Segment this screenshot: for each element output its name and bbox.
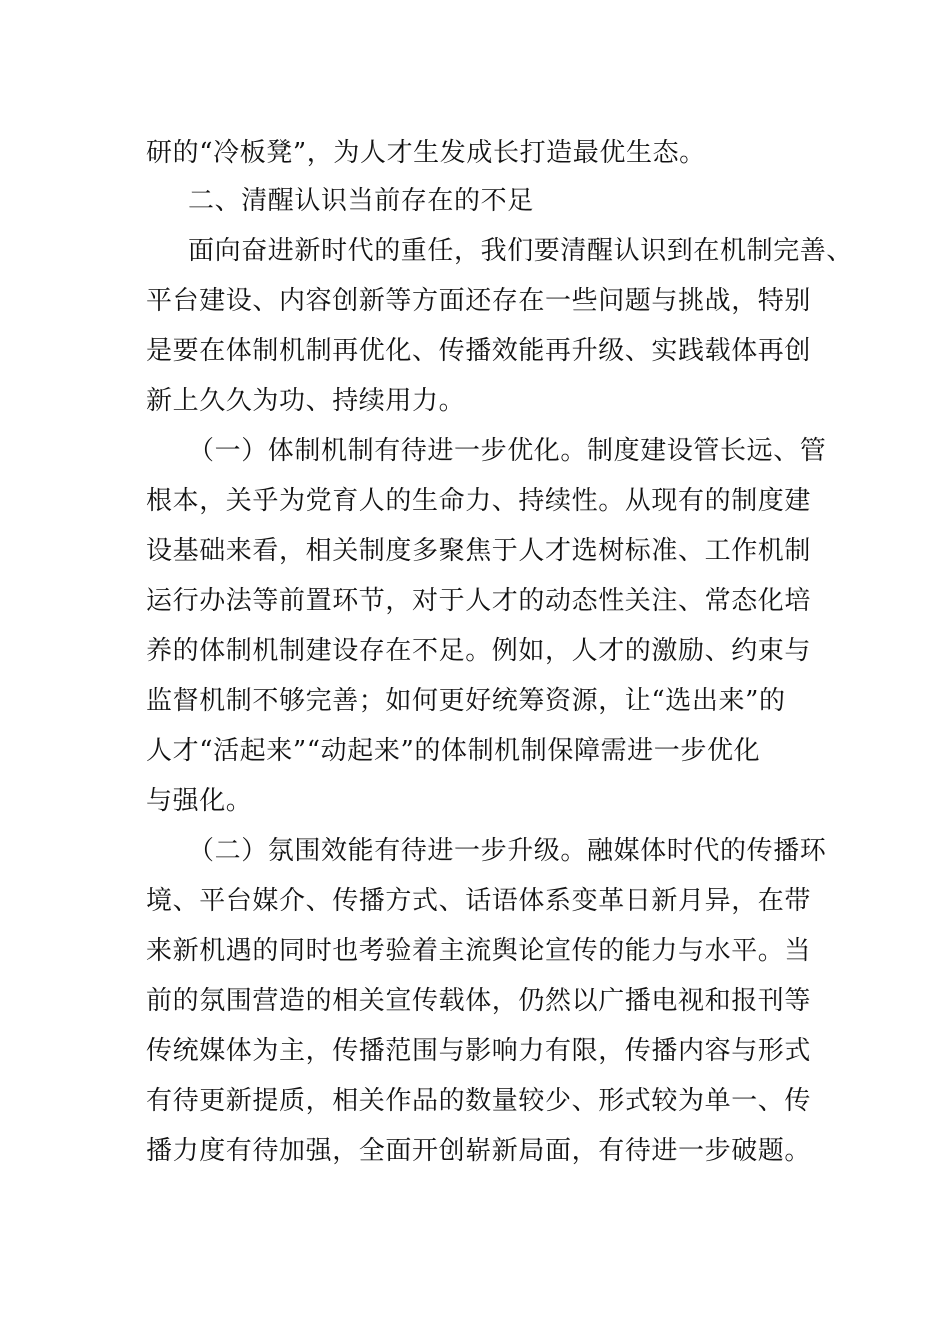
text-line: 养的体制机制建设存在不足。例如，人才的激励、约束与 xyxy=(146,636,812,666)
text-line: 设基础来看，相关制度多聚焦于人才选树标准、工作机制 xyxy=(146,536,812,566)
subsection-paragraph-start: （一）体制机制有待进一步优化。制度建设管长远、管 xyxy=(188,436,827,466)
text-line: 人才“活起来”“动起来”的体制机制保障需进一步优化 xyxy=(146,736,761,766)
text-line: 境、平台媒介、传播方式、话语体系变革日新月异，在带 xyxy=(146,886,812,916)
text-line: 研的“冷板凳”，为人才生发成长打造最优生态。 xyxy=(146,138,706,168)
subsection-paragraph-start: （二）氛围效能有待进一步升级。融媒体时代的传播环 xyxy=(188,836,827,866)
text-line: 根本，关乎为党育人的生命力、持续性。从现有的制度建 xyxy=(146,486,812,516)
text-line: 来新机遇的同时也考验着主流舆论宣传的能力与水平。当 xyxy=(146,936,812,966)
text-line: 是要在体制机制再优化、传播效能再升级、实践载体再创 xyxy=(146,336,812,366)
text-line: 有待更新提质，相关作品的数量较少、形式较为单一、传 xyxy=(146,1086,812,1116)
text-line: 新上久久为功、持续用力。 xyxy=(146,386,466,416)
section-heading: 二、清醒认识当前存在的不足 xyxy=(188,186,534,216)
text-line: 监督机制不够完善；如何更好统筹资源，让“选出来”的 xyxy=(146,686,786,716)
text-line: 运行办法等前置环节，对于人才的动态性关注、常态化培 xyxy=(146,586,812,616)
text-line: 前的氛围营造的相关宣传载体，仍然以广播电视和报刊等 xyxy=(146,986,812,1016)
text-line: 播力度有待加强，全面开创崭新局面，有待进一步破题。 xyxy=(146,1136,812,1166)
text-line: 传统媒体为主，传播范围与影响力有限，传播内容与形式 xyxy=(146,1036,812,1066)
text-line: 面向奋进新时代的重任，我们要清醒认识到在机制完善、 xyxy=(188,236,854,266)
text-line: 平台建设、内容创新等方面还存在一些问题与挑战，特别 xyxy=(146,286,812,316)
text-line: 与强化。 xyxy=(146,786,253,816)
